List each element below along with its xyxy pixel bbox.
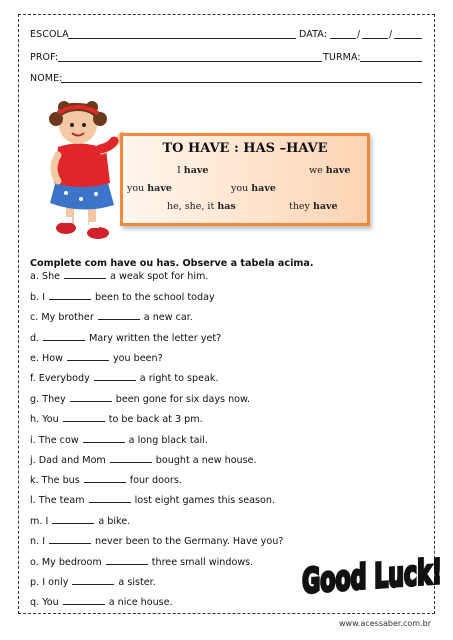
question-item: h. You to be back at 3 pm. bbox=[30, 414, 203, 425]
question-item: d. Mary written the letter yet? bbox=[30, 333, 222, 344]
date-year-field[interactable] bbox=[394, 38, 422, 39]
answer-blank[interactable] bbox=[49, 535, 91, 544]
answer-blank[interactable] bbox=[98, 311, 140, 320]
question-item: f. Everybody a right to speak. bbox=[30, 373, 219, 384]
instructions: Complete com have ou has. Observe a tabela acima. bbox=[30, 258, 314, 269]
table-cell: he, she, it has bbox=[167, 201, 236, 212]
turma-label: TURMA: bbox=[323, 52, 361, 63]
question-item: e. How you been? bbox=[30, 353, 163, 364]
answer-blank[interactable] bbox=[67, 352, 109, 361]
table-cell: we have bbox=[309, 165, 351, 176]
grammar-table-title: TO HAVE : HAS –HAVE bbox=[162, 141, 328, 156]
table-cell: you have bbox=[231, 183, 276, 194]
good-luck-graphic bbox=[298, 551, 442, 606]
nome-label: NOME: bbox=[30, 73, 63, 84]
answer-blank[interactable] bbox=[52, 515, 94, 524]
footer-url: www.acessaber.com.br bbox=[339, 619, 431, 628]
nome-field[interactable] bbox=[61, 82, 422, 83]
question-item: k. The bus four doors. bbox=[30, 475, 182, 486]
date-separator: / bbox=[389, 29, 393, 40]
answer-blank[interactable] bbox=[106, 556, 148, 565]
question-item: q. You a nice house. bbox=[30, 597, 173, 608]
answer-blank[interactable] bbox=[63, 413, 105, 422]
question-item: p. I only a sister. bbox=[30, 577, 156, 588]
answer-blank[interactable] bbox=[110, 454, 152, 463]
girl-illustration bbox=[36, 95, 128, 245]
answer-blank[interactable] bbox=[49, 291, 91, 300]
question-item: c. My brother a new car. bbox=[30, 312, 193, 323]
answer-blank[interactable] bbox=[64, 270, 106, 279]
table-cell: I have bbox=[177, 165, 209, 176]
question-item: i. The cow a long black tail. bbox=[30, 435, 208, 446]
date-day-field[interactable] bbox=[330, 38, 356, 39]
answer-blank[interactable] bbox=[70, 393, 112, 402]
answer-blank[interactable] bbox=[43, 332, 85, 341]
good-luck-text: Good Luck! bbox=[302, 551, 442, 601]
data-label: DATA: bbox=[299, 29, 328, 40]
question-item: j. Dad and Mom bought a new house. bbox=[30, 455, 257, 466]
question-item: o. My bedroom three small windows. bbox=[30, 557, 254, 568]
prof-field[interactable] bbox=[58, 61, 322, 62]
prof-label: PROF: bbox=[30, 52, 59, 63]
answer-blank[interactable] bbox=[72, 576, 114, 585]
question-item: a. She a weak spot for him. bbox=[30, 271, 209, 282]
question-item: g. They been gone for six days now. bbox=[30, 394, 251, 405]
answer-blank[interactable] bbox=[84, 474, 126, 483]
question-item: b. I been to the school today bbox=[30, 292, 215, 303]
question-item: l. The team lost eight games this season. bbox=[30, 495, 276, 506]
answer-blank[interactable] bbox=[63, 596, 105, 605]
escola-field[interactable] bbox=[68, 38, 296, 39]
date-separator: / bbox=[357, 29, 361, 40]
escola-label: ESCOLA bbox=[30, 29, 69, 40]
answer-blank[interactable] bbox=[89, 494, 131, 503]
question-item: m. I a bike. bbox=[30, 516, 131, 527]
answer-blank[interactable] bbox=[83, 434, 125, 443]
answer-blank[interactable] bbox=[94, 372, 136, 381]
table-cell: they have bbox=[289, 201, 338, 212]
question-item: n. I never been to the Germany. Have you? bbox=[30, 536, 284, 547]
table-cell: you have bbox=[127, 183, 172, 194]
grammar-table bbox=[120, 133, 370, 226]
turma-field[interactable] bbox=[360, 61, 422, 62]
date-month-field[interactable] bbox=[362, 38, 388, 39]
